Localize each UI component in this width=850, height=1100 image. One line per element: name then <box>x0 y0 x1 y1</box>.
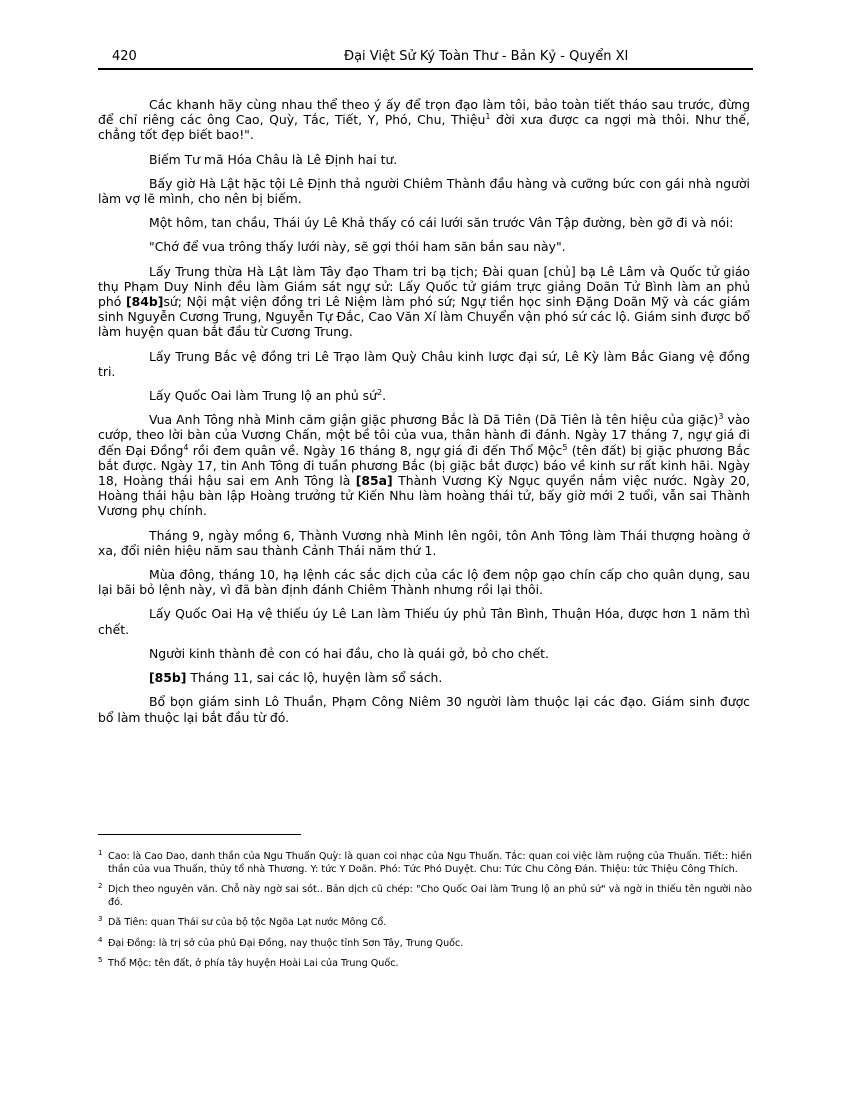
folio-marker: [85b] <box>149 670 187 686</box>
paragraph-text: Bấy giờ Hà Lật hặc tội Lê Định thả người Chiêm Thành đầu hàng và cưỡng bức con gái nhà người làm vợ lẽ mình, cho nên bị biếm. <box>98 175 750 207</box>
paragraph-text: Thành Vương Kỳ Ngục quyền nắm việc nước. Ngày 20, Hoàng thái hậu bàn lập Hoàng trưởng tử Kiến Nhu làm hoàng thái tử, bấy giờ mới 2 tuổi, vẫn sai Thành Vương phụ chính. <box>98 473 750 519</box>
paragraph-text: rồi đem quân về. Ngày 16 tháng 8, ngự giá đi đến Thổ Mộc <box>188 442 563 458</box>
paragraph-text: Các khanh hãy cùng nhau thể theo ý ấy để trọn đạo làm tôi, bảo toàn tiết tháo sau trước, đừng để chỉ riêng các ông Cao, Quỳ, Tắc, Tiết, Y, Phó, Chu, Thiệu <box>98 97 750 128</box>
paragraph-text: Lấy Trung Bắc vệ đồng tri Lê Trạo làm Quỳ Châu kinh lược đại sứ, Lê Kỳ làm Bắc Giang vệ đồng tri. <box>98 348 750 379</box>
footnote-number: 4 <box>98 935 103 944</box>
body-text <box>98 97 750 734</box>
footnote-number: 2 <box>98 882 103 890</box>
paragraph-text: Lấy Trung thừa Hà Lật làm Tây đạo Tham tri bạ tịch; Đài quan [chủ] bạ Lê Lâm và Quốc tử giáo thụ Phạm Duy Ninh đều làm Giám sát ngự sử: Lấy Quốc tử giám trực giảng Doãn Tử Bình làm an phủ phó <box>98 263 750 310</box>
paragraph <box>98 670 750 685</box>
paragraph-text: Một hôm, tan chầu, Thái úy Lê Khả thấy có cái lưới săn trước Vân Tập đường, bèn gỡ đi và nói: <box>149 215 734 231</box>
folio-marker: [84b] <box>125 294 164 310</box>
paragraph <box>98 349 750 379</box>
footnote-number: 5 <box>98 956 103 964</box>
paragraph-text: Vua Anh Tông nhà Minh căm giận giặc phương Bắc là Dã Tiên (Dã Tiên là tên hiệu của giặc) <box>149 412 719 428</box>
footnote-ref: 5 <box>562 442 568 452</box>
paragraph <box>98 152 750 167</box>
footnote-ref: 1 <box>485 112 491 122</box>
paragraph-text: . <box>382 388 387 404</box>
paragraph <box>98 412 750 518</box>
paragraph <box>98 176 750 206</box>
footnote-text: Cao: là Cao Dao, danh thần của Ngu Thuấn Quỳ: là quan coi nhạc của Ngu Thuấn. Tắc: quan coi việc làm ruộng của Thuấn. Tiết:: hiền thần của vua Thuấn, thủy tổ nhà Thương. Y: tức Y Doãn. Phó: Tức Phó Duyệt. Chu: Tức Chu Công Đán. Thiệu: tức Thiệu Công Thích. <box>108 851 752 875</box>
paragraph-text: Mùa đông, tháng 10, hạ lệnh các sắc dịch của các lộ đem nộp gạo chín cấp cho quân dụng, sau lại bãi bỏ lệnh này, vì đã bàn định đánh Chiêm Thành nhưng rồi lại thôi. <box>98 567 750 598</box>
paragraph-text: (tên đất) bị giặc phương Bắc bắt được. Ngày 17, tin Anh Tông đi tuần phương Bắc (bị giặc bắt được) báo về kinh sư rất kinh hãi. Ngày 18, Hoàng thái hậu sai em Anh Tông là <box>98 442 750 489</box>
footnote-text: Dịch theo nguyên văn. Chỗ này ngờ sai sót.. Bản dịch cũ chép: "Cho Quốc Oai làm Trung lộ an phủ sứ" và ngờ in thiếu tên người nào đó. <box>108 884 752 908</box>
footnote <box>98 935 752 951</box>
footnote <box>98 884 752 909</box>
page-header <box>112 49 752 68</box>
paragraph-text: Bổ bọn giám sinh Lô Thuần, Phạm Công Niêm 30 người làm thuộc lại các đạo. Giám sinh được bổ làm thuộc lại bắt đầu từ đó. <box>98 694 750 725</box>
paragraph <box>98 388 750 403</box>
paragraph-text: Tháng 9, ngày mồng 6, Thành Vương nhà Minh lên ngôi, tôn Anh Tông làm Thái thượng hoàng ở xa, đổi niên hiệu năm sau thành Cảnh Thái năm thứ 1. <box>98 527 750 558</box>
paragraph <box>98 97 750 143</box>
footnote <box>98 851 752 876</box>
paragraph-text: Tháng 11, sai các lộ, huyện làm sổ sách. <box>186 670 443 686</box>
footnote-ref: 2 <box>377 388 383 398</box>
footnote-text: Thổ Mộc: tên đất, ở phía tây huyện Hoài Lai của Trung Quốc. <box>108 958 399 969</box>
paragraph-text: Người kinh thành đẻ con có hai đầu, cho là quái gở, bỏ cho chết. <box>149 645 549 661</box>
paragraph-text: sứ; Nội mật viện đồng tri Lê Niệm làm phó sứ; Ngự tiền học sinh Đặng Doãn Mỹ và các giám sinh Nguyễn Cương Trung, Nguyễn Tự Đắc, Cao Văn Xí làm Chuyển vận phó sứ các lộ. Giám sinh được bổ làm huyện quan bắt đầu từ Cương Trung. <box>98 294 750 340</box>
paragraph-text: Lấy Quốc Oai làm Trung lộ an phủ sứ <box>149 388 377 404</box>
paragraph <box>98 606 750 636</box>
paragraph <box>98 528 750 558</box>
paragraph <box>98 567 750 597</box>
paragraph <box>98 239 750 254</box>
paragraph-text: Biếm Tư mã Hóa Châu là Lê Định hai tư. <box>149 151 398 167</box>
paragraph <box>98 646 750 661</box>
paragraph-text: vào cướp, theo lời bàn của Vương Chấn, một bề tôi của vua, thân hành đi đánh. Ngày 17 tháng 7, ngự giá đi đến Đại Đồng <box>98 412 750 458</box>
footnotes <box>98 851 752 979</box>
running-title: Đại Việt Sử Ký Toàn Thư - Bản Kỷ - Quyển XI <box>344 49 629 64</box>
footnote <box>98 958 752 971</box>
paragraph-text: "Chớ để vua trông thấy lưới này, sẽ gợi thói ham săn bắn sau này". <box>149 239 566 255</box>
footnote-ref: 3 <box>718 412 724 422</box>
footnote-text: Đại Đồng: là trị sở của phủ Đại Đồng, nay thuộc tỉnh Sơn Tây, Trung Quốc. <box>108 937 464 949</box>
footnote-ref: 4 <box>183 442 189 452</box>
footnote-divider <box>98 834 301 835</box>
footnote <box>98 917 752 930</box>
footnote-text: Dã Tiên: quan Thái sư của bộ tộc Ngõa Lạt nước Mông Cổ. <box>108 917 387 928</box>
footnote-number: 3 <box>98 915 103 923</box>
paragraph <box>98 215 750 230</box>
header-divider <box>98 68 753 70</box>
folio-marker: [85a] <box>355 473 393 489</box>
paragraph-text: Lấy Quốc Oai Hạ vệ thiếu úy Lê Lan làm Thiếu úy phủ Tân Bình, Thuận Hóa, được hơn 1 năm thì chết. <box>98 606 750 637</box>
paragraph <box>98 264 750 340</box>
page-number: 420 <box>112 49 137 64</box>
footnote-number: 1 <box>98 849 103 857</box>
paragraph <box>98 694 750 724</box>
paragraph-text: đời xưa được ca ngợi mà thôi. Như thế, chẳng tốt đẹp biết bao!". <box>98 112 750 143</box>
